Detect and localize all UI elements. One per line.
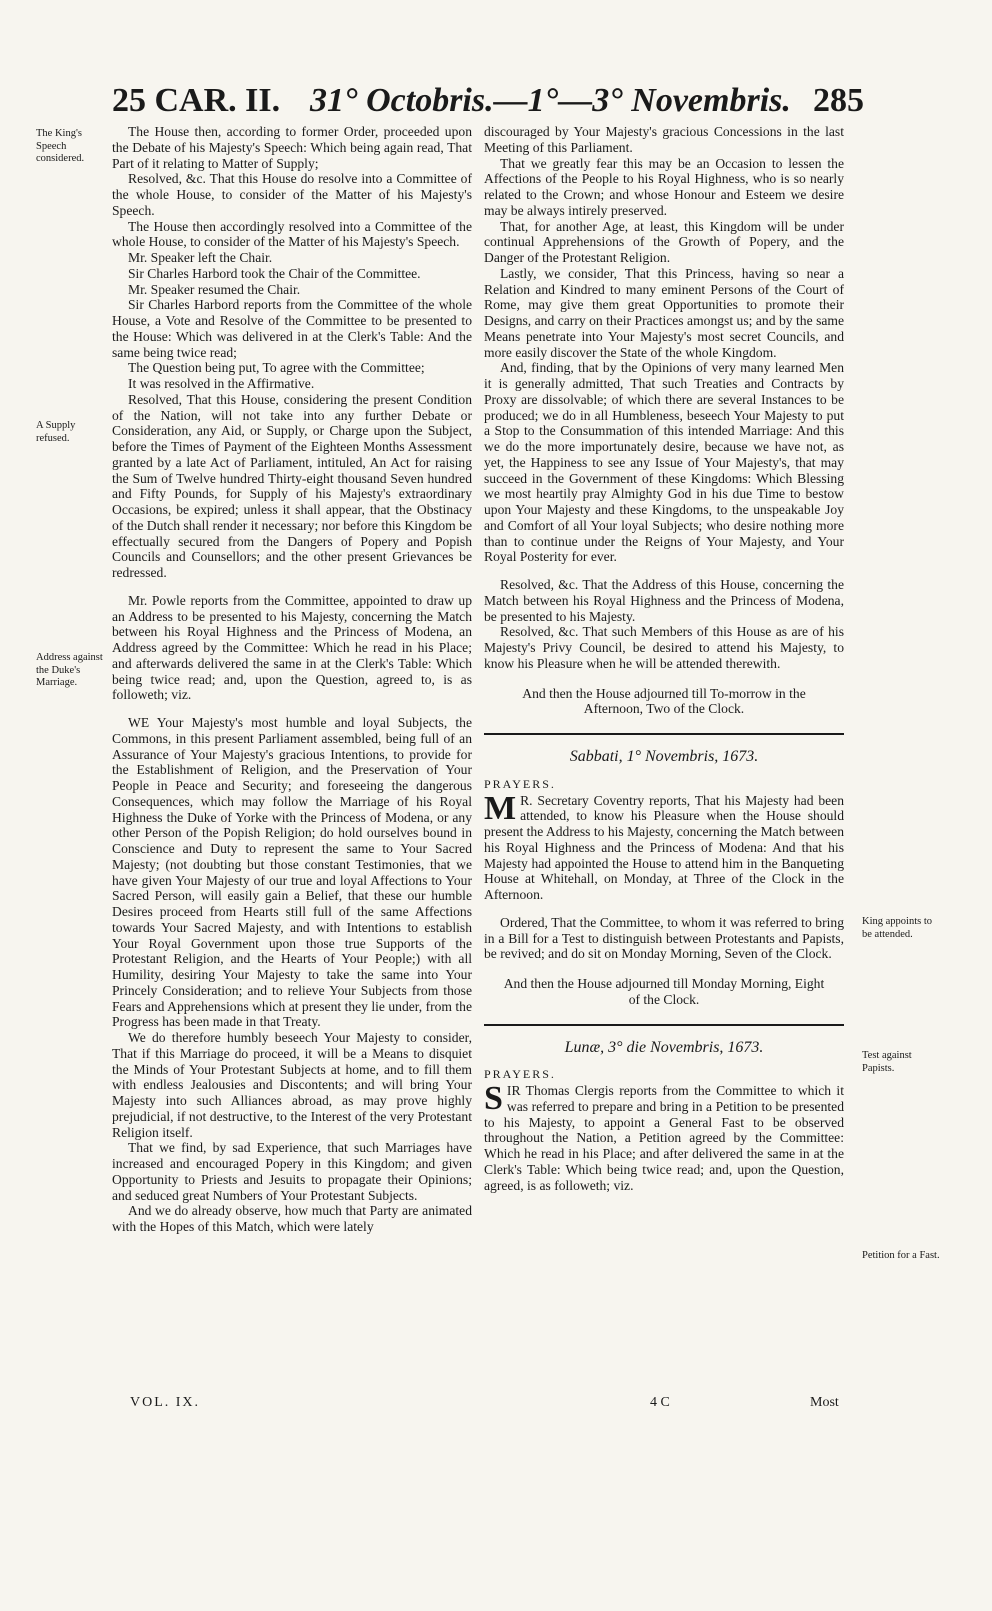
regnal-year: 25 CAR. II. (112, 82, 281, 119)
paragraph: The Question being put, To agree with the Committee; (128, 360, 425, 376)
adjournment: And then the House adjourned till To-morrow in the Afternoon, Two of the Clock. (522, 685, 806, 717)
paragraph: And, finding, that by the Opinions of very many learned Men it is generally admitted, That such Treaties and Contracts by Proxy are dissolvable; of which there are several Instances to be produced; we do in all Humbleness, beseech Your Majesty to put a Stop to the Consummation of this intended Marriage: And this we do the more importunately desire, because we have not, as yet, the Happiness to see any Issue of Your Majesty's, that may succeed in the Government of these Kingdoms: Which Blessing we most heartily pray Almighty God in his due Time to bestow upon Your Majesty and these Kingdoms, to the unspeakable Joy and Comfort of all Your loyal Subjects; who desire nothing more than to continue under the Reigns of Your Majesty, and Your Royal Posterity for ever. (484, 360, 844, 565)
paragraph: We do therefore humbly beseech Your Majesty to consider, That if this Marriage do proceed, it will be a Means to disquiet the Minds of Your Protestant Subjects at home, and to fill them with endless Jealousies and Discontents; and will bring Your Majesty into such Alliances abroad, as may prove highly prejudicial, if not destructive, to the Interest of the very Protestant Religion itself. (112, 1030, 472, 1140)
day-heading: Sabbati, 1° Novembris, 1673. (569, 748, 759, 765)
paragraph: The House then, according to former Order, proceeded upon the Debate of his Majesty's Speech: Which being again read, That Part of it relating to Matter of Supply; (112, 124, 472, 171)
paragraph: It was resolved in the Affirmative. (128, 376, 315, 391)
day-heading: Lunæ, 3° die Novembris, 1673. (564, 1038, 764, 1056)
margin-note-supply-refused: A Supply refused. (36, 420, 76, 444)
paragraph: Resolved, &c. That this House do resolve into a Committee of the whole House, to consider of the Matter of his Majesty's Speech. (112, 171, 472, 218)
paragraph: Resolved, That this House, considering the present Condition of the Nation, will not take into any further Debate or Consideration, any Aid, or Supply, or Charge upon the Subject, before the Times of Payment of the Eighteen Months Assessment granted by a late Act of Parliament, intituled, An Act for raising the Sum of Twelve hundred Thirty-eight thousand Seven hundred and Fifty Pounds, for Supply of his Majesty's extraordinary Occasions, be expired; unless it shall appear, that the Obstinacy of the Dutch shall render it necessary; nor before this Kingdom be effectually secured from the Dangers of Popery and Popish Councils and Counsellors; and the other present Grievances be redressed. (112, 391, 472, 580)
paragraph: That, for another Age, at least, this Kingdom will be under continual Apprehensions of the Growth of Popery, and the Danger of the Protestant Religion. (484, 218, 844, 265)
drop-cap: M (484, 789, 517, 827)
prayers-label: PRAYERS. (484, 776, 556, 791)
paragraph: Ordered, That the Committee, to whom it was referred to bring in a Bill for a Test to distinguish between Protestants and Papists, be revived; and do sit on Monday Morning, Seven of the Clock. (484, 914, 844, 962)
prayers-label: PRAYERS. (484, 1067, 556, 1082)
section-divider (484, 733, 844, 735)
volume-label: VOL. IX. (130, 1395, 201, 1410)
paragraph: Sir Charles Harbord took the Chair of the Committee. (128, 265, 421, 281)
paragraph: And we do already observe, how much that Party are animated with the Hopes of this Match, which were lately (112, 1203, 472, 1234)
catchword: Most (810, 1395, 839, 1410)
margin-note-test-papists: Test against Papists. (862, 1050, 912, 1074)
signature-mark: 4 C (650, 1395, 670, 1410)
left-column (112, 124, 472, 1235)
page-number: 285 (813, 82, 864, 119)
paragraph: Mr. Powle reports from the Committee, appointed to draw up an Address to be presented to his Majesty, concerning the Match between his Royal Highness and the Princess of Modena, an Address agreed by the Committee: Which he read in his Place; and afterwards delivered the same in at the Clerk's Table: Which being twice read; and, upon the Question, agreed to, is as followeth; viz. (112, 592, 472, 703)
page-header (112, 82, 864, 122)
adjournment: And then the House adjourned till Monday Morning, Eight of the Clock. (503, 976, 825, 1007)
address-paragraph: WE Your Majesty's most humble and loyal Subjects, the Commons, in this present Parliament assembled, being full of an Assurance of Your Majesty's gracious Intentions, to provide for the Establishment of Religion, and the Preservation of Your People in Peace and Security; and foreseeing the dangerous Consequences, which may follow the Marriage of his Royal Highness the Duke of Yorke with the Princess of Modena, or any other Person of the Popish Religion; do hold ourselves bound in Conscience and Duty to represent the same to Your Sacred Majesty; (not doubting but those constant Testimonies, that we have given Your Majesty of our true and loyal Affections to Your Sacred Person, will easily gain a Belief, that these our humble Desires proceed from Hearts still full of the same Affections towards Your Sacred Majesty, and with Intentions to establish Your Royal Government upon those true Supports of the Protestant Religion, and the Hearts of Your People;) with all Humility, desiring Your Majesty to take the same into Your Princely Consideration; and to relieve Your Subjects from those Fears and Apprehensions which at present they lie under, from the Progress has been made in that Treaty. (112, 715, 472, 1030)
paragraph: That we find, by sad Experience, that such Marriages have increased and encouraged Popery in this Kingdom; and given Opportunity to Priests and Jesuits to propagate their Opinions; and seduced great Numbers of Your Protestant Subjects. (112, 1140, 472, 1203)
right-column (484, 124, 844, 1193)
section-divider (484, 1024, 844, 1026)
margin-note-kings-speech: The King's Speech considered. (36, 128, 85, 164)
paragraph: Resolved, &c. That the Address of this House, concerning the Match between his Royal Highness and the Princess of Modena, be presented to his Majesty. (484, 577, 844, 624)
drop-cap: S (484, 1080, 503, 1117)
margin-note-king-appoints: King appoints to be attended. (862, 916, 932, 940)
margin-note-address-marriage: Address against the Duke's Marriage. (36, 652, 103, 688)
paragraph: M R. Secretary Coventry reports, That his Majesty had been attended, to know his Pleasure when the House should present the Address to his Majesty, concerning the Match between his Royal Highness and the Princess of Modena: And that his Majesty had appointed the House to attend him in the Banqueting House at Whitehall, on Monday, at Three of the Clock in the Afternoon. (484, 789, 845, 902)
paragraph: That we greatly fear this may be an Occasion to lessen the Affections of the People to his Royal Highness, who is so nearly related to the Crown; and whose Honour and Esteem we desire may be always intirely preserved. (484, 155, 844, 218)
paragraph: The House then accordingly resolved into a Committee of the whole House, to consider of the Matter of his Majesty's Speech. (112, 218, 472, 250)
paragraph: SIR Thomas Clergis reports from the Committee to which it was referred to prepare and bring in a Petition to be presented to his Majesty, to appoint a General Fast to be observed throughout the Nation, a Petition agreed by the Committee: Which he read in his Place; and after delivered the same in at the Clerk's Table: Which being twice read; and, upon the Question, agreed, is as followeth; viz. (484, 1080, 844, 1193)
paragraph: Mr. Speaker left the Chair. (128, 250, 273, 265)
paragraph: Mr. Speaker resumed the Chair. (128, 281, 301, 297)
paragraph: Lastly, we consider, That this Princess, having so near a Relation and Kindred to many eminent Persons of the Court of Rome, may give them great Opportunities to promote their Designs, and carry on their Practices amongst us; and by the same Means penetrate into Your Majesty's most secret Councils, and more easily discover the State of the whole Kingdom. (484, 265, 844, 360)
paragraph: Resolved, &c. That such Members of this House as are of his Majesty's Privy Council, be desired to attend his Majesty, to know his Pleasure when he will be attended therewith. (484, 624, 844, 671)
header-dates: 31° Octobris.—1°—3° Novembris. (310, 82, 791, 119)
paragraph: discouraged by Your Majesty's gracious Concessions in the last Meeting of this Parliament. (484, 124, 844, 155)
margin-note-petition-fast: Petition for a Fast. (862, 1250, 940, 1261)
paragraph: Sir Charles Harbord reports from the Committee of the whole House, a Vote and Resolve of the Committee to be presented to the House: Which was delivered in at the Clerk's Table: And the same being twice read; (112, 297, 472, 360)
